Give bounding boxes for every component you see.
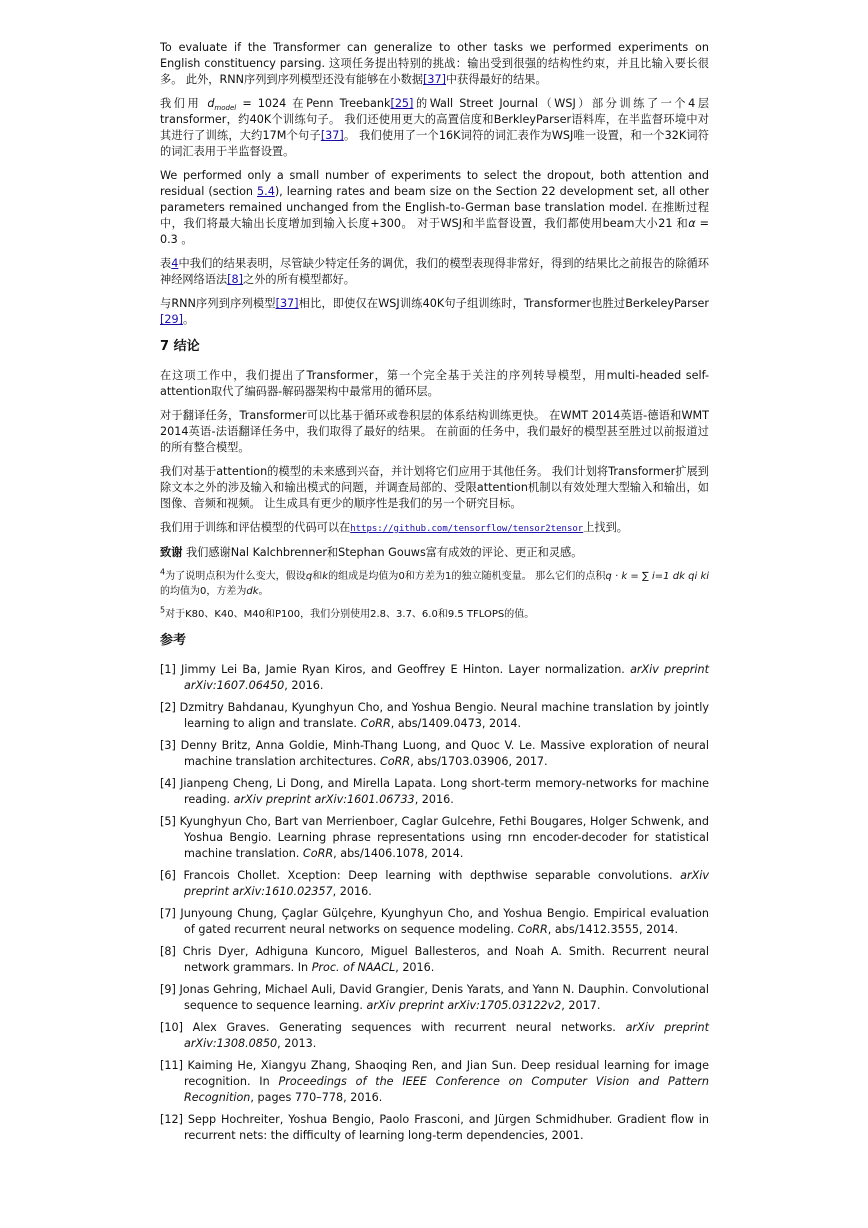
paragraph-text: To evaluate if the Transformer can generalize to other tasks we performed experiments on English constituency parsing. 这项任务提出特别的挑战：输出受到很强的结构性约束，并且比输入要长很多。 此外，RNN序列到序列模型还没有能够在小数据	[160, 41, 709, 86]
citation-link[interactable]: [8]	[227, 273, 243, 286]
paragraph-text: ), learning rates and beam size on the Section 22 development set, all other parameters remained unchanged from the English-to-German base translation model. 在推断过程中，我们将最大输出长度增加到输入长度+300。 对于WSJ和半监督设置，我们都使用beam大小21 和	[160, 185, 709, 230]
conclusion-paragraph: 在这项工作中，我们提出了Transformer，第一个完全基于关注的序列转导模型，用multi-headed self-attention取代了编码器-解码器架构中最常用的循环层。	[160, 369, 709, 398]
footnote-text: 为了说明点积为什么变大，假设	[165, 571, 306, 582]
footnote-text: 。	[258, 586, 269, 597]
footnote-marker: 5	[160, 605, 166, 615]
acknowledgements-label: 致谢	[160, 546, 183, 559]
paragraph-text: 。	[182, 313, 195, 326]
comparison-paragraph	[160, 296, 709, 328]
paragraph-text: = 1024 在Penn Treebank	[236, 97, 391, 110]
paragraph-text: 上找到。	[583, 521, 628, 534]
reference-item: [5] Kyunghyun Cho, Bart van Merrienboer, Caglar Gulcehre, Fethi Bougares, Holger Schwenk, and Yoshua Bengio. Learning phrase representations using rnn encoder-decoder for statistical machine translation. CoRR, abs/1406.1078, 2014.	[160, 815, 709, 860]
citation-link[interactable]: [29]	[160, 313, 183, 326]
footnote-text: 的组成是均值为0和方差为1的独立随机变量。 那么它们的点积	[328, 571, 606, 582]
footnote-text: 的均值为0，方差为	[160, 586, 247, 597]
paragraph-text: 表	[160, 257, 172, 270]
reference-item: [10] Alex Graves. Generating sequences with recurrent neural networks. arXiv preprint arXiv:1308.0850, 2013.	[160, 1021, 710, 1050]
math-variable: α	[688, 217, 696, 230]
paragraph-text: 与RNN序列到序列模型	[160, 297, 276, 310]
paragraph-text: 我们感谢Nal Kalchbrenner和Stephan Gouws富有成效的评论、更正和灵感。	[182, 546, 583, 559]
conclusion-paragraph: 我们对基于attention的模型的未来感到兴奋，并计划将它们应用于其他任务。 我们计划将Transformer扩展到除文本之外的涉及输入和输出模式的问题，并调查局部的、受限attention机制以有效处理大型输入和输出，如图像、音频和视频。 让生成具有更少的顺序性是我们的另一个研究目标。	[160, 465, 709, 510]
reference-item: [12] Sepp Hochreiter, Yoshua Bengio, Paolo Frasconi, and Jürgen Schmidhuber. Gradient flow in recurrent nets: the difficulty of learning long-term dependencies, 2001.	[160, 1113, 709, 1142]
paragraph-text: 我们用于训练和评估模型的代码可以在	[160, 521, 351, 534]
math-formula: q · k = ∑ i=1 dk qi ki	[605, 571, 710, 582]
results-paragraph	[160, 256, 709, 288]
citation-link[interactable]: [37]	[275, 297, 299, 310]
footnote-marker: 4	[160, 567, 166, 577]
paragraph-text: = 0.3 。	[160, 217, 710, 246]
paragraph-text: 我们用	[160, 97, 208, 110]
experiments-paragraph	[160, 168, 709, 248]
section-heading: 7 结论	[160, 339, 200, 354]
footnote-5	[160, 607, 709, 622]
math-subscript: model	[214, 104, 237, 113]
acknowledgements-paragraph	[160, 545, 709, 561]
references-heading: 参考	[160, 633, 187, 648]
paragraph-text: 的Wall Street Journal（WSJ）部分训练了一个4层transformer，约40K个训练句子。 我们还使用更大的高置信度和BerkleyParser语料库，在半监督环境中对其进行了训练，大约17M个句子	[160, 97, 710, 142]
math-variable: dk	[246, 586, 259, 597]
citation-link[interactable]: [25]	[390, 97, 414, 110]
footnote-4	[160, 569, 709, 599]
section-link[interactable]: 5.4	[257, 185, 275, 198]
table-link[interactable]: 4	[171, 257, 179, 270]
reference-list	[160, 662, 709, 1144]
reference-item: [9] Jonas Gehring, Michael Auli, David Grangier, Denis Yarats, and Yann N. Dauphin. Convolutional sequence to sequence learning. arXiv preprint arXiv:1705.03122v2, 2017.	[160, 983, 709, 1012]
conclusion-paragraph: 对于翻译任务，Transformer可以比基于循环或卷积层的体系结构训练更快。 在WMT 2014英语-德语和WMT 2014英语-法语翻译任务中，我们取得了最好的结果。 在前面的任务中，我们最好的模型甚至胜过以前报道过的所有整合模型。	[160, 409, 709, 454]
reference-item: [3] Denny Britz, Anna Goldie, Minh-Thang Luong, and Quoc V. Le. Massive exploration of neural machine translation architectures. CoRR, abs/1703.03906, 2017.	[160, 739, 709, 768]
paper-page	[160, 40, 709, 1150]
paragraph-text: 中我们的结果表明，尽管缺少特定任务的调优，我们的模型表现得非常好，得到的结果比之前报告的除循环神经网络语法	[160, 257, 709, 286]
paragraph-text: We performed only a small number of experiments to select the dropout, both attention and residual (section	[160, 169, 709, 198]
training-setup-paragraph	[160, 96, 709, 160]
parsing-intro-paragraph	[160, 40, 709, 88]
citation-link[interactable]: [37]	[423, 73, 446, 86]
code-url-link[interactable]: https://github.com/tensorflow/tensor2tensor	[350, 524, 584, 534]
math-variable: k	[322, 571, 329, 582]
paragraph-text: 中获得最好的结果。	[445, 73, 547, 86]
citation-link[interactable]: [37]	[320, 129, 344, 142]
footnote-text: 对于K80、K40、M40和P100，我们分别使用2.8、3.7、6.0和9.5 TFLOPS的值。	[165, 609, 535, 620]
code-availability-paragraph	[160, 520, 709, 537]
paragraph-text: 。 我们使用了一个16K词符的词汇表作为WSJ唯一设置，和一个32K词符的词汇表用于半监督设置。	[160, 129, 709, 158]
paragraph-text: 之外的所有模型都好。	[243, 273, 355, 286]
paragraph-text: 相比，即使仅在WSJ训练40K句子组训练时，Transformer也胜过BerkeleyParser	[298, 297, 710, 310]
math-variable: d	[207, 97, 215, 110]
math-variable: q	[305, 571, 313, 582]
reference-item: [8] Chris Dyer, Adhiguna Kuncoro, Miguel Ballesteros, and Noah A. Smith. Recurrent neural network grammars. In Proc. of NAACL, 2016.	[160, 945, 709, 974]
footnote-text: 和	[312, 571, 323, 582]
reference-item: [4] Jianpeng Cheng, Li Dong, and Mirella Lapata. Long short-term memory-networks for machine reading. arXiv preprint arXiv:1601.06733, 2016.	[160, 777, 709, 806]
reference-item: [1] Jimmy Lei Ba, Jamie Ryan Kiros, and Geoffrey E Hinton. Layer normalization. arXiv preprint arXiv:1607.06450, 2016.	[160, 663, 709, 692]
reference-item: [2] Dzmitry Bahdanau, Kyunghyun Cho, and Yoshua Bengio. Neural machine translation by jointly learning to align and translate. CoRR, abs/1409.0473, 2014.	[160, 701, 709, 730]
reference-item: [11] Kaiming He, Xiangyu Zhang, Shaoqing Ren, and Jian Sun. Deep residual learning for image recognition. In Proceedings of the IEEE Conference on Computer Vision and Pattern Recognition, pages 770–778, 2016.	[160, 1059, 709, 1104]
reference-item: [6] Francois Chollet. Xception: Deep learning with depthwise separable convolutions. arXiv preprint arXiv:1610.02357, 2016.	[160, 869, 709, 898]
reference-item: [7] Junyoung Chung, Çaglar Gülçehre, Kyunghyun Cho, and Yoshua Bengio. Empirical evaluation of gated recurrent neural networks on sequence modeling. CoRR, abs/1412.3555, 2014.	[160, 907, 709, 936]
